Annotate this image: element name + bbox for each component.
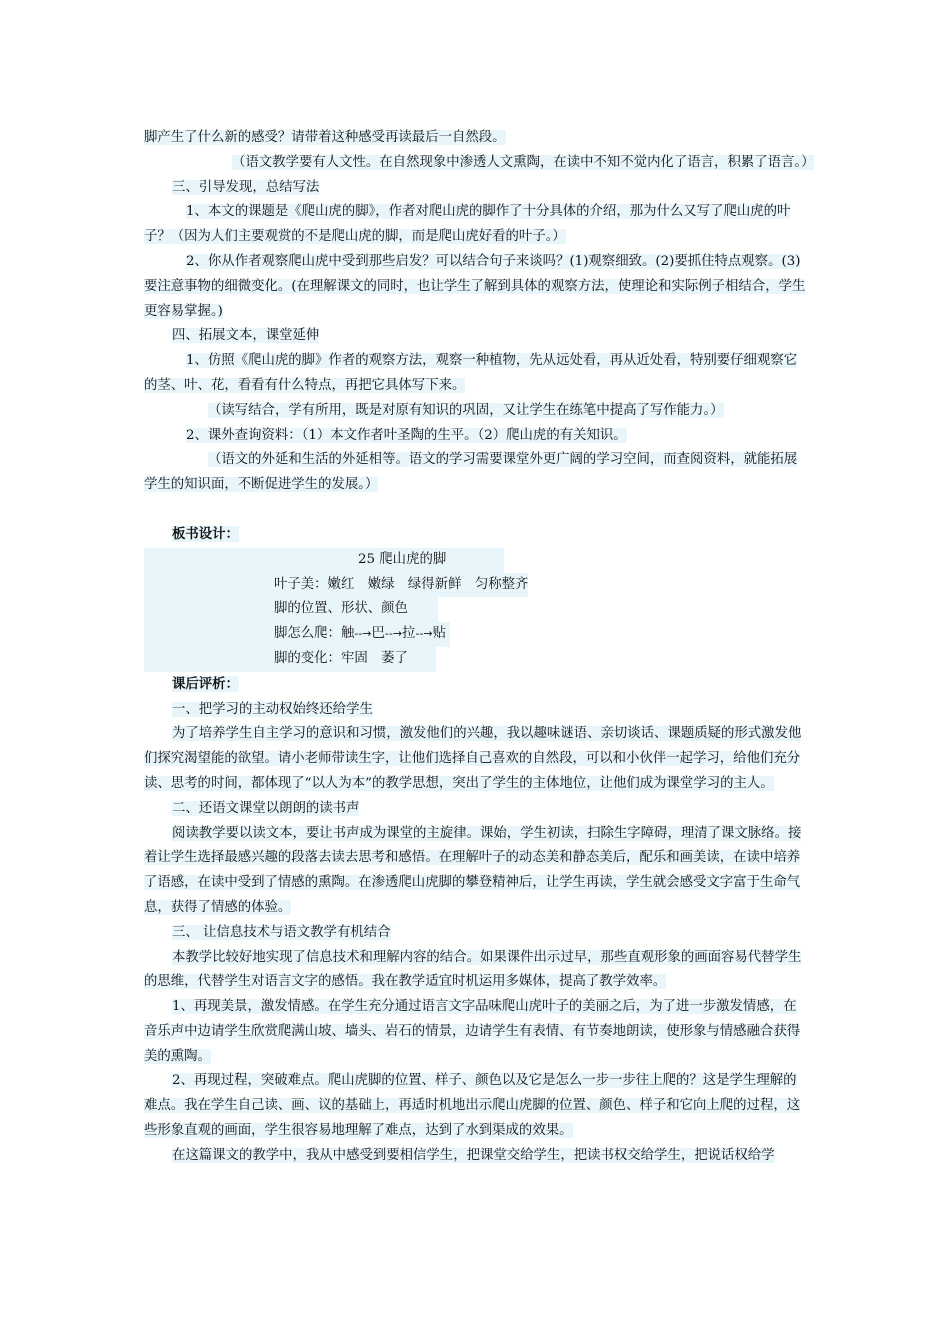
- paragraph-text: 1、本文的课题是《爬山虎的脚》，作者对爬山虎的脚作了十分具体的介绍，那为什么又写了爬山虎的叶子？（因为人们主要观赏的不是爬山虎的脚，而是爬山虎好看的叶子。）: [144, 204, 791, 245]
- arrow-icon: --→: [415, 627, 433, 641]
- section-heading-text: 一、把学习的主动权始终还给学生: [172, 701, 373, 717]
- section-heading-text: 三、 让信息技术与语文教学有机结合: [172, 924, 391, 940]
- board-climb-prefix: 脚怎么爬：: [274, 626, 341, 642]
- paragraph: [144, 822, 808, 921]
- section-heading-text: 三、引导发现，总结写法: [172, 179, 320, 195]
- paragraph: [144, 250, 808, 324]
- paragraph-note: [144, 448, 808, 498]
- board-title-box: [144, 548, 504, 573]
- board-leaves-text: 叶子美：嫩红 嫩绿 绿得新鲜 匀称整齐: [144, 573, 528, 598]
- paragraph-text: 2、课外查询资料：（1）本文作者叶圣陶的生平。（2）爬山虎的有关知识。: [186, 427, 627, 443]
- section-heading-text: 四、拓展文本，课堂延伸: [172, 328, 320, 344]
- board-feet-info-text: 脚的位置、形状、颜色: [144, 597, 438, 622]
- arrow-icon: --→: [354, 627, 372, 641]
- section-heading-text: 二、还语文课堂以朗朗的读书声: [172, 800, 360, 816]
- paragraph-text: 1、仿照《爬山虎的脚》作者的观察方法，观察一种植物，先从远处看，再从近处看，特别要仔细观察它的茎、叶、花，看看有什么特点，再把它具体写下来。: [144, 353, 798, 393]
- climb-step: 拉: [402, 626, 416, 642]
- board-change: [144, 647, 808, 672]
- paragraph: [144, 722, 808, 796]
- paragraph-text: 脚产生了什么新的感受？请带着这种感受再读最后一自然段。: [144, 130, 506, 145]
- paragraph-note: [144, 151, 815, 176]
- paragraph-text: 阅读教学要以读文本，要让书声成为课堂的主旋律。课始，学生初读，扫除生字障碍，理清了课文脉络。接着让学生选择最感兴趣的段落去读去思考和感悟。在理解叶子的动态美和静态美后，配乐和画美读，在读中培养了语感，在读中受到了情感的熏陶。在渗透爬山虎脚的攀登精神后，让学生再读，学生就会感受文字富于生命气息，获得了情感的体验。: [144, 825, 802, 915]
- paragraph: [144, 200, 808, 250]
- paragraph-note: [144, 399, 808, 424]
- board-feet-info: [144, 597, 808, 622]
- paragraph-text: 1、再现美景，激发情感。在学生充分通过语言文字品味爬山虎叶子的美丽之后，为了进一步激发情感，在音乐声中边请学生欣赏爬满山坡、墙头、岩石的情景，边请学生有表情、有节奏地朗读，使形象与情感融合获得美的熏陶。: [144, 999, 801, 1064]
- paragraph-text: 2、再现过程，突破难点。爬山虎脚的位置、样子、颜色以及它是怎么一步一步往上爬的？这是学生理解的难点。我在学生自己读、画、议的基础上，再适时机地出示爬山虎脚的位置、颜色、样子和它向上爬的过程，这些形象直观的画面，学生很容易地理解了难点，达到了水到渠成的效果。: [144, 1073, 801, 1139]
- section-heading: [144, 176, 808, 201]
- paragraph: [144, 995, 808, 1069]
- paragraph: [144, 1144, 808, 1169]
- board-change-text: 脚的变化：牢固 萎了: [144, 647, 436, 672]
- board-title-text: 25 爬山虎的脚: [358, 551, 447, 567]
- paragraph-text: 在这篇课文的教学中，我从中感受到要相信学生，把课堂交给学生，把读书权交给学生，把说话权给学: [172, 1147, 775, 1163]
- paragraph: [144, 349, 808, 399]
- climb-step: 贴: [432, 626, 446, 642]
- review-heading-text: 课后评析：: [172, 675, 239, 692]
- review-heading: [144, 672, 808, 698]
- section-heading: [144, 698, 808, 723]
- paragraph: [144, 126, 808, 151]
- paragraph-text: 本教学比较好地实现了信息技术和理解内容的结合。如果课件出示过早，那些直观形象的画面容易代替学生的思维，代替学生对语言文字的感悟。我在教学适宜时机运用多媒体，提高了教学效率。: [144, 949, 802, 990]
- board-climb-line: [144, 622, 450, 647]
- section-heading: [144, 921, 808, 946]
- board-heading: [144, 522, 808, 548]
- climb-step: 触: [340, 626, 355, 642]
- paragraph: [144, 946, 808, 996]
- section-heading: [144, 324, 808, 349]
- document-body: [144, 126, 815, 1169]
- section-heading: [144, 797, 808, 822]
- board-climb: [144, 622, 808, 647]
- arrow-icon: --→: [384, 627, 403, 641]
- paragraph-text: 2、你从作者观察爬山虎中受到那些启发？可以结合句子来谈吗？(1)观察细致。(2)要抓住特点观察。(3)要注意事物的细微变化。(在理解课文的同时，也让学生了解到具体的观察方法，使理论和实际例子相结合，学生更容易掌握。): [144, 253, 806, 319]
- paragraph-text: （语文的外延和生活的外延相等。语文的学习需要课堂外更广阔的学习空间，而查阅资料，就能拓展学生的知识面，不断促进学生的发展。）: [144, 452, 798, 493]
- spacer: [144, 498, 808, 522]
- board-title: [144, 548, 808, 573]
- paragraph-text: （读写结合，学有所用，既是对原有知识的巩固，又让学生在练笔中提高了写作能力。）: [208, 402, 724, 418]
- board-heading-text: 板书设计：: [172, 525, 239, 542]
- paragraph: [144, 1069, 808, 1143]
- paragraph-text: （语文教学要有人文性。在自然现象中渗透人文熏陶，在读中不知不觉内化了语言，积累了语言。）: [232, 154, 815, 170]
- paragraph-text: 为了培养学生自主学习的意识和习惯，激发他们的兴趣，我以趣味谜语、亲切谈话、课题质疑的形式激发他们探究渴望能的欲望。请小老师带读生字，让他们选择自己喜欢的自然段，可以和小伙伴一起学习，给他们充分读、思考的时间，都体现了“以人为本”的教学思想，突出了学生的主体地位，让他们成为课堂学习的主人。: [144, 726, 802, 791]
- climb-step: 巴: [371, 626, 385, 642]
- board-leaves: [144, 573, 808, 598]
- paragraph: [144, 424, 808, 449]
